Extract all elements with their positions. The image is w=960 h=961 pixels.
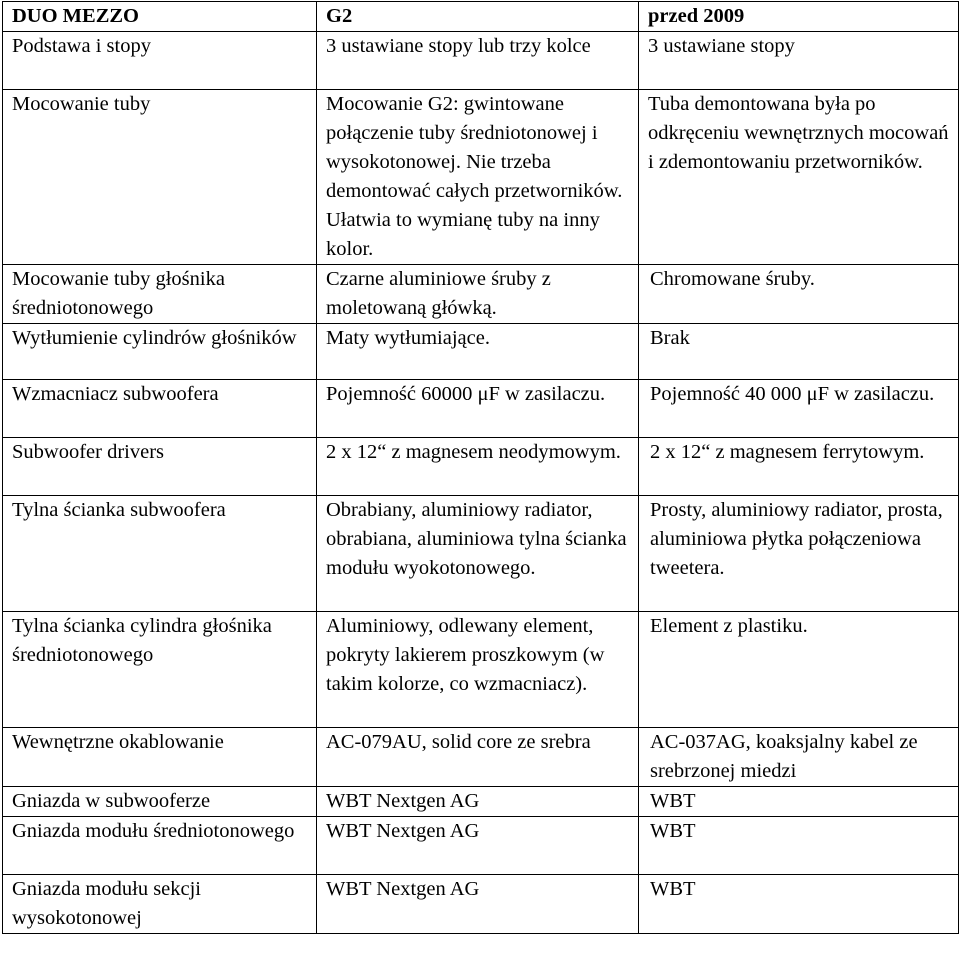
g2-cell: WBT Nextgen AG: [317, 787, 639, 817]
g2-cell: WBT Nextgen AG: [317, 817, 639, 875]
header-cell-g2: G2: [317, 2, 639, 32]
table-row: [3, 324, 959, 380]
feature-cell: Gniazda modułu średniotonowego: [3, 817, 317, 875]
table-row: [3, 438, 959, 496]
g2-cell: Aluminiowy, odlewany element, pokryty lakierem proszkowym (w takim kolorze, co wzmacniacz).: [317, 612, 639, 728]
g2-cell: Maty wytłumiające.: [317, 324, 639, 380]
old-cell: WBT: [639, 875, 959, 934]
table-row: [3, 496, 959, 612]
old-cell: Prosty, aluminiowy radiator, prosta, aluminiowa płytka połączeniowa tweetera.: [639, 496, 959, 612]
old-cell: 2 x 12“ z magnesem ferrytowym.: [639, 438, 959, 496]
old-cell: AC-037AG, koaksjalny kabel ze srebrzonej miedzi: [639, 728, 959, 787]
table-row: [3, 32, 959, 90]
old-cell: WBT: [639, 817, 959, 875]
g2-cell: Mocowanie G2: gwintowane połączenie tuby średniotonowej i wysokotonowej. Nie trzeba demontować całych przetworników. Ułatwia to wymianę tuby na inny kolor.: [317, 90, 639, 265]
g2-cell: 3 ustawiane stopy lub trzy kolce: [317, 32, 639, 90]
feature-cell: Podstawa i stopy: [3, 32, 317, 90]
g2-cell: WBT Nextgen AG: [317, 875, 639, 934]
g2-cell: Pojemność 60000 μF w zasilaczu.: [317, 380, 639, 438]
header-cell-before-2009: przed 2009: [639, 2, 959, 32]
feature-cell: Wytłumienie cylindrów głośników: [3, 324, 317, 380]
g2-cell: AC-079AU, solid core ze srebra: [317, 728, 639, 787]
feature-cell: Tylna ścianka subwoofera: [3, 496, 317, 612]
table-row: [3, 817, 959, 875]
g2-cell: Obrabiany, aluminiowy radiator, obrabiana, aluminiowa tylna ścianka modułu wyokotonowego.: [317, 496, 639, 612]
g2-cell: 2 x 12“ z magnesem neodymowym.: [317, 438, 639, 496]
feature-cell: Mocowanie tuby: [3, 90, 317, 265]
old-cell: Pojemność 40 000 μF w zasilaczu.: [639, 380, 959, 438]
table-row: [3, 728, 959, 787]
g2-cell: Czarne aluminiowe śruby z moletowaną główką.: [317, 265, 639, 324]
table-row: [3, 612, 959, 728]
old-cell: 3 ustawiane stopy: [639, 32, 959, 90]
table-row: [3, 265, 959, 324]
old-cell: Element z plastiku.: [639, 612, 959, 728]
header-cell-model: DUO MEZZO: [3, 2, 317, 32]
feature-cell: Gniazda modułu sekcji wysokotonowej: [3, 875, 317, 934]
feature-cell: Tylna ścianka cylindra głośnika średniotonowego: [3, 612, 317, 728]
feature-cell: Gniazda w subwooferze: [3, 787, 317, 817]
feature-cell: Mocowanie tuby głośnika średniotonowego: [3, 265, 317, 324]
old-cell: Tuba demontowana była po odkręceniu wewnętrznych mocowań i zdemontowaniu przetworników.: [639, 90, 959, 265]
old-cell: Chromowane śruby.: [639, 265, 959, 324]
feature-cell: Wewnętrzne okablowanie: [3, 728, 317, 787]
table-row: [3, 380, 959, 438]
header-row: [3, 2, 959, 32]
feature-cell: Subwoofer drivers: [3, 438, 317, 496]
table-row: [3, 787, 959, 817]
table-row: [3, 90, 959, 265]
old-cell: WBT: [639, 787, 959, 817]
feature-cell: Wzmacniacz subwoofera: [3, 380, 317, 438]
comparison-table: [2, 1, 959, 934]
table-row: [3, 875, 959, 934]
old-cell: Brak: [639, 324, 959, 380]
